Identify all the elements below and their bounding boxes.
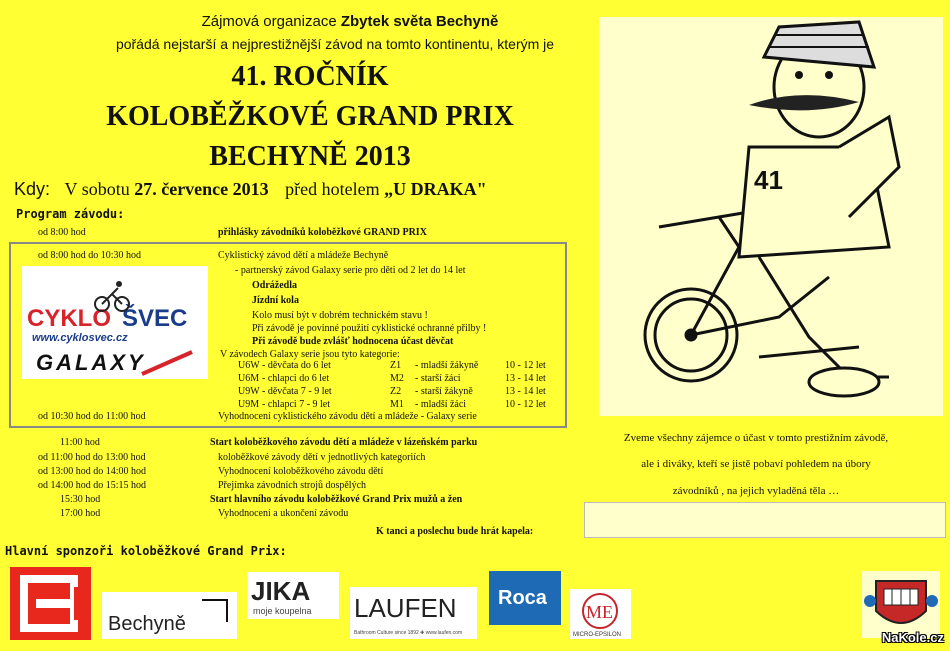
category-code2: M2 bbox=[390, 373, 404, 384]
intro-line-1 bbox=[70, 13, 630, 30]
category-age: 10 - 12 let bbox=[505, 399, 546, 410]
cyklo-text: CYKLO bbox=[27, 305, 111, 332]
cez-logo bbox=[10, 567, 91, 640]
rider-number: 41 bbox=[754, 165, 783, 195]
program-time: od 11:00 hod do 13:00 hod bbox=[38, 452, 146, 463]
program-text: Odrážedla bbox=[252, 280, 297, 291]
micro-epsilon-logo bbox=[570, 589, 631, 639]
category-code: U9W bbox=[238, 386, 260, 397]
program-text: koloběžkové závody dětí v jednotlivých kategoriích bbox=[218, 452, 426, 463]
bechyne-text: Bechyně bbox=[108, 613, 186, 635]
event-when bbox=[14, 179, 487, 200]
program-text: Přejímka závodních strojů dospělých bbox=[218, 480, 367, 491]
program-text: V závodech Galaxy serie jsou tyto kategorie: bbox=[220, 349, 400, 360]
svec-text: ŠVEC bbox=[122, 305, 188, 332]
when-label: Kdy: bbox=[14, 179, 51, 199]
sponsors-label: Hlavní sponzoři koloběžkové Grand Prix: bbox=[5, 544, 287, 558]
category-code: U9M bbox=[238, 399, 260, 410]
roca-logo bbox=[489, 571, 561, 625]
program-text: Kolo musí být v dobrém technickém stavu ! bbox=[252, 310, 428, 321]
category-desc: - chlapci do 6 let bbox=[262, 373, 330, 384]
laufen-logo bbox=[350, 587, 477, 639]
jika-text: JIKA bbox=[251, 576, 311, 606]
category-desc2: - mladší žáci bbox=[415, 399, 467, 410]
program-text: Vyhodnocení cyklistického závodu dětí a mládeže - Galaxy serie bbox=[218, 411, 477, 422]
category-code2: Z2 bbox=[390, 386, 402, 397]
invite-line-1: Zveme všechny zájemce o účast v tomto prestižním závodě, bbox=[623, 432, 889, 444]
program-text: Cyklistický závod dětí a mládeže Bechyně bbox=[218, 250, 389, 261]
roca-text: Roca bbox=[498, 587, 547, 609]
program-text: Při závodě je povinné použití cyklistické ochranné přilby ! bbox=[252, 323, 487, 334]
title-line-3: BECHYNĚ 2013 bbox=[209, 141, 411, 172]
invite-line-3: závodníků , na jejich vyladěná těla … bbox=[672, 485, 840, 497]
program-text: Start koloběžkového závodu dětí a mládeže v lázeňském parku bbox=[210, 437, 478, 448]
cyklo-url: www.cyklosvec.cz bbox=[32, 332, 128, 344]
program-text: Vyhodnocení a ukončení závodu bbox=[218, 508, 349, 519]
when-prefix: V sobotu bbox=[64, 179, 135, 199]
band-name-box bbox=[584, 502, 946, 538]
intro-prefix: Zájmová organizace bbox=[201, 13, 341, 30]
laufen-sub: Bathroom Culture since 1892 ✚ www.laufen.com bbox=[354, 630, 463, 636]
me-text: ME bbox=[586, 602, 613, 622]
category-age: 10 - 12 let bbox=[505, 360, 546, 371]
rider-body bbox=[739, 117, 899, 396]
category-age: 13 - 14 let bbox=[505, 386, 546, 397]
program-label: Program závodu: bbox=[16, 207, 125, 221]
me-sub: MICRO-EPSILON bbox=[573, 632, 622, 638]
jika-sub: moje koupelna bbox=[253, 606, 312, 616]
program-time: od 10:30 hod do 11:00 hod bbox=[38, 411, 146, 422]
category-desc: - děvčata 7 - 9 let bbox=[262, 386, 332, 397]
program-time: 17:00 hod bbox=[60, 508, 101, 519]
program-text: - partnerský závod Galaxy serie pro děti od 2 let do 14 let bbox=[235, 265, 466, 276]
intro-line-2: pořádá nejstarší a nejprestižnější závod na tomto kontinentu, kterým je bbox=[115, 36, 555, 52]
program-time: od 8:00 hod bbox=[38, 227, 86, 238]
bechyne-logo bbox=[102, 592, 237, 639]
program-text: Start hlavního závodu koloběžkové Grand Prix mužů a žen bbox=[210, 494, 463, 505]
rider-head bbox=[749, 22, 874, 137]
category-code2: M1 bbox=[390, 399, 404, 410]
bechyne-coat-of-arms bbox=[862, 571, 940, 638]
program-text: přihlášky závodníků koloběžkové GRAND PRIX bbox=[218, 227, 427, 238]
category-code: U6M bbox=[238, 373, 260, 384]
program-text: Jízdní kola bbox=[252, 295, 299, 306]
program-text: Vyhodnocení koloběžkového závodu dětí bbox=[218, 466, 384, 477]
category-desc2: - mladší žákyně bbox=[415, 360, 479, 371]
category-age: 13 - 14 let bbox=[505, 373, 546, 384]
program-time: od 14:00 hod do 15:15 hod bbox=[38, 480, 147, 491]
category-desc: - děvčata do 6 let bbox=[262, 360, 331, 371]
invite-line-2: ale i diváky, kteří se jistě pobaví pohledem na úbory bbox=[641, 458, 871, 470]
program-time: od 8:00 hod do 10:30 hod bbox=[38, 250, 142, 261]
place-prefix: před hotelem bbox=[285, 179, 385, 199]
cyklo-svec-galaxy-logo bbox=[22, 266, 208, 379]
program-time: od 13:00 hod do 14:00 hod bbox=[38, 466, 147, 477]
band-label: K tanci a poslechu bude hrát kapela: bbox=[376, 526, 534, 537]
program-text: Při závodě bude zvlášť hodnocena účast děvčat bbox=[252, 336, 454, 347]
category-desc: - chlapci 7 - 9 let bbox=[262, 399, 331, 410]
rider-illustration bbox=[599, 17, 943, 416]
category-code: U6W bbox=[238, 360, 260, 371]
organizer-name: Zbytek světa Bechyně bbox=[340, 13, 499, 30]
laufen-text: LAUFEN bbox=[354, 593, 457, 623]
program-time: 11:00 hod bbox=[60, 437, 100, 448]
program-time: 15:30 hod bbox=[60, 494, 101, 505]
category-code2: Z1 bbox=[390, 360, 402, 371]
galaxy-text: GALAXY bbox=[36, 350, 146, 375]
jika-logo bbox=[247, 572, 339, 619]
category-desc2: - starší žáci bbox=[415, 373, 461, 384]
category-desc2: - starší žákyně bbox=[415, 386, 473, 397]
watermark: NaKole.cz bbox=[881, 630, 944, 645]
title-line-1: 41. ROČNÍK bbox=[231, 61, 389, 92]
title-line-2: KOLOBĚŽKOVÉ GRAND PRIX bbox=[106, 101, 514, 132]
event-place: „U DRAKA" bbox=[384, 179, 487, 199]
event-date: 27. července 2013 bbox=[134, 179, 269, 199]
